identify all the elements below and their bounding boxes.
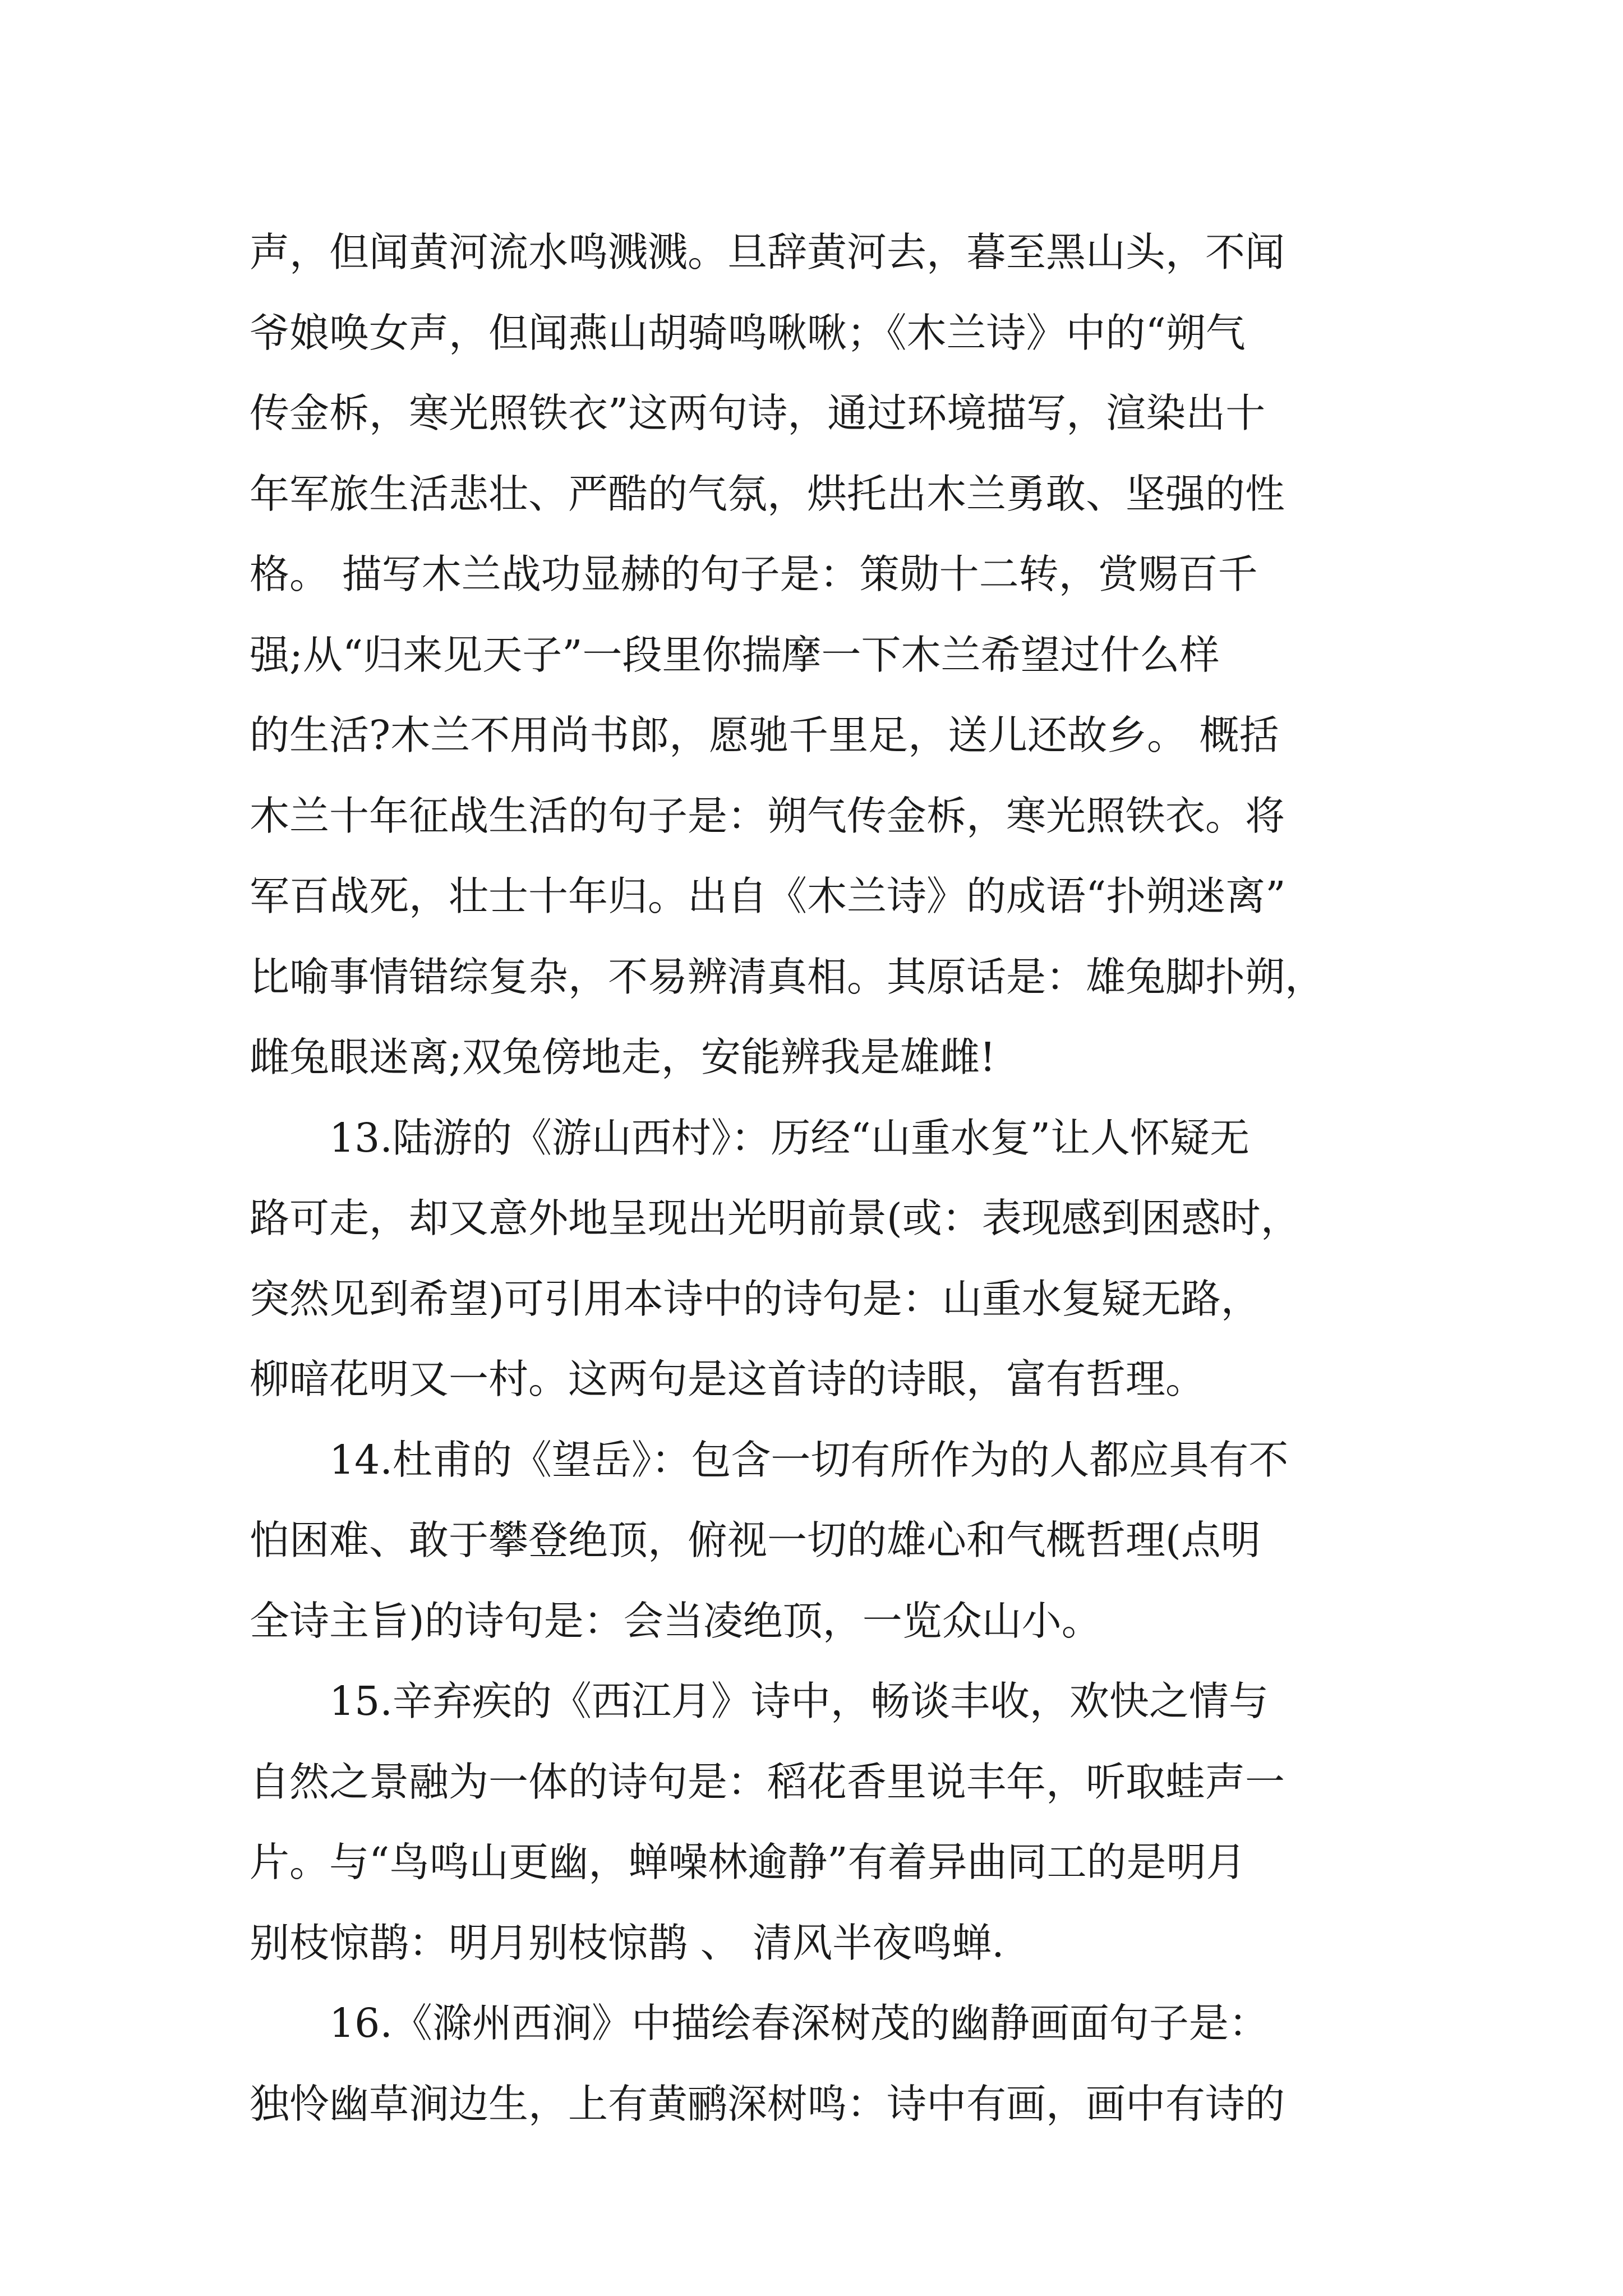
text-line: 别枝惊鹊：明月别枝惊鹊 、 清风半夜鸣蝉. bbox=[250, 1919, 1004, 1966]
text-line: 声，但闻黄河流水鸣溅溅。旦辞黄河去，暮至黑山头，不闻 bbox=[250, 229, 1285, 275]
text-line: 16.《滁州西涧》中描绘春深树茂的幽静画面句子是： bbox=[250, 2000, 1269, 2046]
text-line: 怕困难、敢于攀登绝顶，俯视一切的雄心和气概哲理(点明 bbox=[250, 1517, 1261, 1563]
text-line: 比喻事情错综复杂，不易辨清真相。其原话是：雄兔脚扑朔， bbox=[250, 953, 1325, 1000]
text-line: 全诗主旨)的诗句是：会当凌绝顶，一览众山小。 bbox=[250, 1597, 1101, 1644]
text-line: 14.杜甫的《望岳》：包含一切有所作为的人都应具有不 bbox=[250, 1436, 1289, 1483]
text-line: 军百战死，壮士十年归。出自《木兰诗》的成语“扑朔迷离” bbox=[250, 873, 1286, 919]
text-line: 突然见到希望)可引用本诗中的诗句是：山重水复疑无路， bbox=[250, 1275, 1261, 1322]
text-line: 柳暗花明又一村。这两句是这首诗的诗眼，富有哲理。 bbox=[250, 1356, 1206, 1402]
text-line: 片。与“鸟鸣山更幽，蝉噪林逾静”有着异曲同工的是明月 bbox=[250, 1839, 1246, 1885]
text-line: 15.辛弃疾的《西江月》诗中，畅谈丰收，欢快之情与 bbox=[250, 1678, 1269, 1724]
text-line: 13.陆游的《游山西村》：历经“山重水复”让人怀疑无 bbox=[250, 1114, 1250, 1161]
text-line: 爷娘唤女声，但闻燕山胡骑鸣啾啾；《木兰诗》中的“朔气 bbox=[250, 309, 1246, 356]
text-line: 的生活?木兰不用尚书郎，愿驰千里足，送儿还故乡。 概括 bbox=[250, 712, 1279, 758]
text-line: 格。 描写木兰战功显赫的句子是：策勋十二转，赏赐百千 bbox=[250, 551, 1258, 597]
text-line: 木兰十年征战生活的句子是：朔气传金柝，寒光照铁衣。将 bbox=[250, 792, 1285, 839]
text-line: 自然之景融为一体的诗句是：稻花香里说丰年，听取蛙声一 bbox=[250, 1758, 1285, 1805]
text-line: 独怜幽草涧边生，上有黄鹂深树鸣：诗中有画，画中有诗的 bbox=[250, 2080, 1285, 2127]
text-line: 年军旅生活悲壮、严酷的气氛，烘托出木兰勇敢、坚强的性 bbox=[250, 470, 1285, 517]
text-line: 雌兔眼迷离;双兔傍地走，安能辨我是雄雌! bbox=[250, 1034, 996, 1080]
body-text bbox=[250, 212, 1394, 2144]
text-line: 传金柝，寒光照铁衣”这两句诗，通过环境描写，渲染出十 bbox=[250, 390, 1266, 436]
text-line: 路可走，却又意外地呈现出光明前景(或：表现感到困惑时， bbox=[250, 1195, 1301, 1241]
text-line: 强;从“归来见天子”一段里你揣摩一下木兰希望过什么样 bbox=[250, 631, 1220, 678]
